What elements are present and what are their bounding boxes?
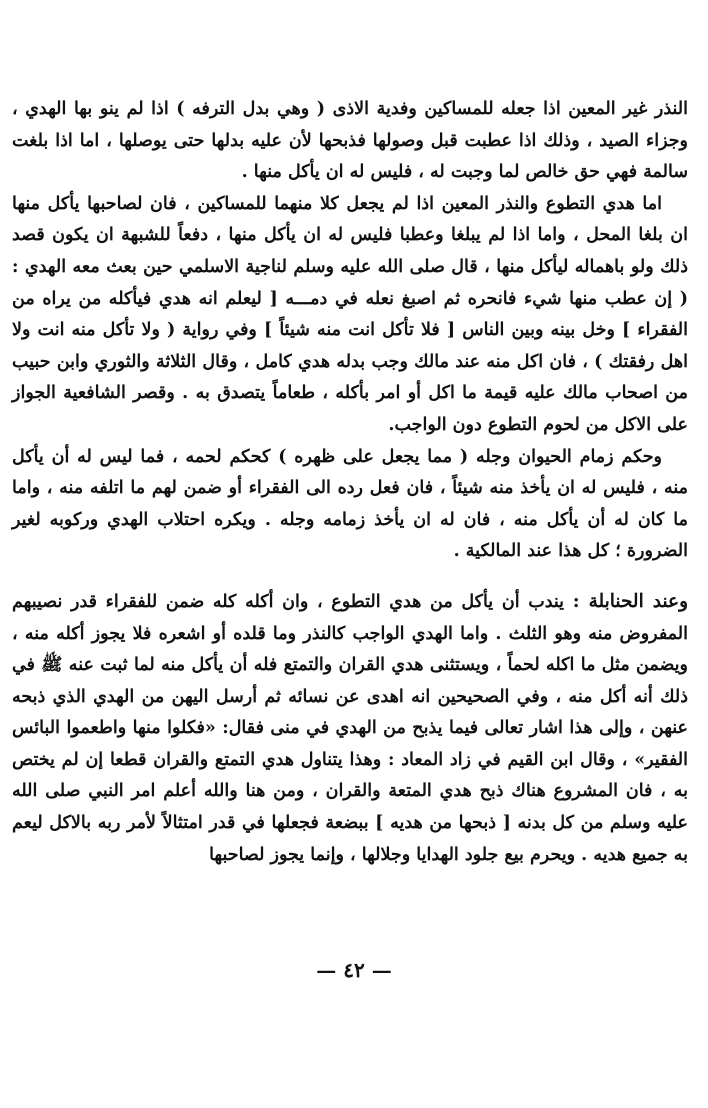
paragraph-tatawwu: اما هدي التطوع والنذر المعين اذا لم يجعل كلا منهما للمساكين ، فان لصاحبها يأكل منها ان بلغا المحل ، واما اذا لم يبلغا وعطبا فليس له ان يأكل منها ، دفعاً للشبهة ان يكون قصد ذلك ولو باهماله ليأكل منها ، قال صلى الله عليه وسلم لناجية الاسلمي حين بعث معه الهدي : ( إن عطب منها شيء فانحره ثم اصبغ نعله في دمـــه [ ليعلم انه هدي فيأكله من يراه من الفقراء ] وخل بينه وبين الناس [ فلا تأكل انت منه شيئاً ] وفي رواية ( ولا تأكل منه انت ولا اهل رفقتك ) ، فان اكل منه عند مالك وجب بدله هدي كامل ، وقال الثلاثة والثوري وابن حبيب من اصحاب مالك عليه قيمة ما اكل أو امر بأكله ، طعاماً يتصدق به . وقصر الشافعية الجواز على الاكل من لحوم التطوع دون الواجب. — [12, 193, 688, 435]
paragraph-hanabila — [12, 586, 688, 871]
section-heading-hanabila: وعند الحنابلة : — [572, 590, 688, 612]
page-number: — ٤٢ — — [316, 958, 392, 982]
paragraph-continuation: النذر غير المعين اذا جعله للمساكين وفدية الاذى ( وهي بدل الترفه ) اذا لم ينو بها الهدي ، وجزاء الصيد ، وذلك اذا عطبت قبل وصولها فذبحها لأن عليه بدلها حتى يوصلها ، اما اذا بلغت سالمة فهي حق خالص لما وجبت له ، فليس له ان يأكل منها . — [12, 99, 688, 183]
paragraph-hanabila-text: يندب أن يأكل من هدي التطوع ، وان أكله كله ضمن للفقراء قدر نصيبهم المفروض منه وهو الثلث . واما الهدي الواجب كالنذر وما قلده أو اشعره فلا يجوز أكله منه ، ويضمن مثل ما اكله لحماً ، ويستثنى هدي القران والتمتع فله أن يأكل منه لما ثبت عنه ﷺ في ذلك أنه أكل منه ، وفي الصحيحين انه اهدى عن نسائه ثم أرسل اليهن من الهدي الذي ذبحه عنهن ، وإلى هذا اشار تعالى فيما يذبح من الهدي في منى فقال: «فكلوا منها واطعموا البائس الفقير» ، وقال ابن القيم في زاد المعاد : وهذا يتناول هدي التمتع والقران قطعا إن لم يختص به ، فان المشروع هناك ذبح هدي المتعة والقران ، ومن هنا والله أعلم امر النبي صلى الله عليه وسلم من كل بدنه [ ذبحها من هديه ] ببضعة فجعلها في قدر امتثالاً لأمر ربه بالاكل ليعم به جميع هديه . ويحرم بيع جلود الهدايا وجلالها ، وإنما يجوز لصاحبها — [12, 591, 688, 865]
body-text — [12, 94, 688, 871]
paragraph-zimam: وحكم زمام الحيوان وجله ( مما يجعل على ظهره ) كحكم لحمه ، فما ليس له أن يأكل منه ، فليس له ان يأخذ منه شيئاً ، فان فعل رده الى الفقراء أو ضمن لهم ما اتلفه منه ، واما ما كان له أن يأكل منه ، فان له ان يأخذ زمامه وجله . ويكره احتلاب الهدي وركوبه لغير الضرورة ؛ كل هذا عند المالكية . — [12, 446, 688, 562]
